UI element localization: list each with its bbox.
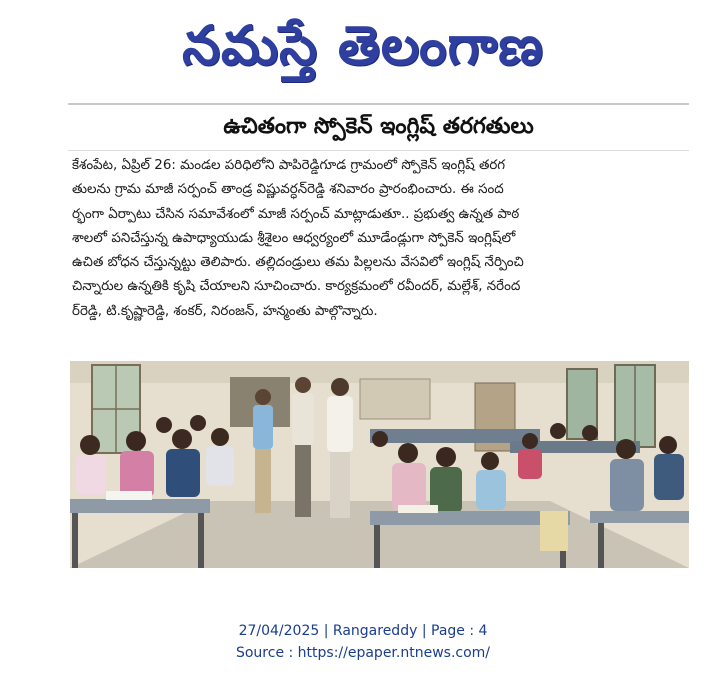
- classroom-photo-illustration: [70, 361, 689, 568]
- article-line: ర్‌రెడ్డి, టి.కృష్ణారెడ్డి, శంకర్, నిరంజన్, హన్మంతు పాల్గొన్నారు.: [72, 303, 378, 319]
- article-headline: ఉచితంగా స్పోకెన్ ఇంగ్లిష్ తరగతులు: [223, 114, 534, 139]
- article-line: చిన్నారుల ఉన్నతికి కృషి చేయాలని సూచించారు. కార్యక్రమంలో రవీందర్, మల్లేశ్, నరేంద: [72, 279, 521, 295]
- page-number: Page : 4: [431, 623, 488, 639]
- article-line: ఉచిత బోధన చేస్తున్నట్టు తెలిపారు. తల్లిదండ్రులు తమ పిల్లలను వేసవిలో ఇంగ్లిష్ నేర్పించి: [72, 255, 524, 271]
- headline-bottom-divider: [68, 150, 689, 151]
- headline-top-divider: [68, 103, 689, 105]
- article-body: [72, 154, 688, 354]
- clipping-footer: [0, 620, 726, 664]
- teacher-figures: [253, 377, 353, 518]
- source-line: Source : https://epaper.ntnews.com/: [235, 645, 491, 661]
- masthead: [0, 0, 726, 90]
- classroom-photo: [70, 361, 689, 568]
- article-line: కేశంపేట, ఏప్రిల్ 26: మండల పరిధిలోని పాపిరెడ్డిగూడ గ్రామంలో స్పోకెన్ ఇంగ్లిష్ తరగ: [72, 158, 506, 173]
- article-line: తులను గ్రామ మాజీ సర్పంచ్ తాండ్ర విష్ణువర్ధన్‌రెడ్డి శనివారం ప్రారంభించారు. ఈ సంద: [72, 182, 504, 198]
- article-line: శాలలో పనిచేస్తున్న ఉపాధ్యాయుడు శ్రీశైలం ఆధ్వర్యంలో మూడేండ్లుగా స్పోకెన్ ఇంగ్లిష్‌లో: [72, 230, 516, 246]
- edition-info: 27/04/2025 | Rangareddy | Page : 4: [238, 623, 488, 639]
- edition-date: 27/04/2025: [238, 623, 320, 639]
- masthead-title: నమస్తే తెలంగాణ: [182, 13, 544, 77]
- edition-name: Rangareddy: [332, 623, 418, 639]
- article-line: ర్భంగా ఏర్పాటు చేసిన సమావేశంలో మాజీ సర్పంచ్ మాట్లాడుతూ.. ప్రభుత్వ ఉన్నత పాఠ: [72, 206, 520, 222]
